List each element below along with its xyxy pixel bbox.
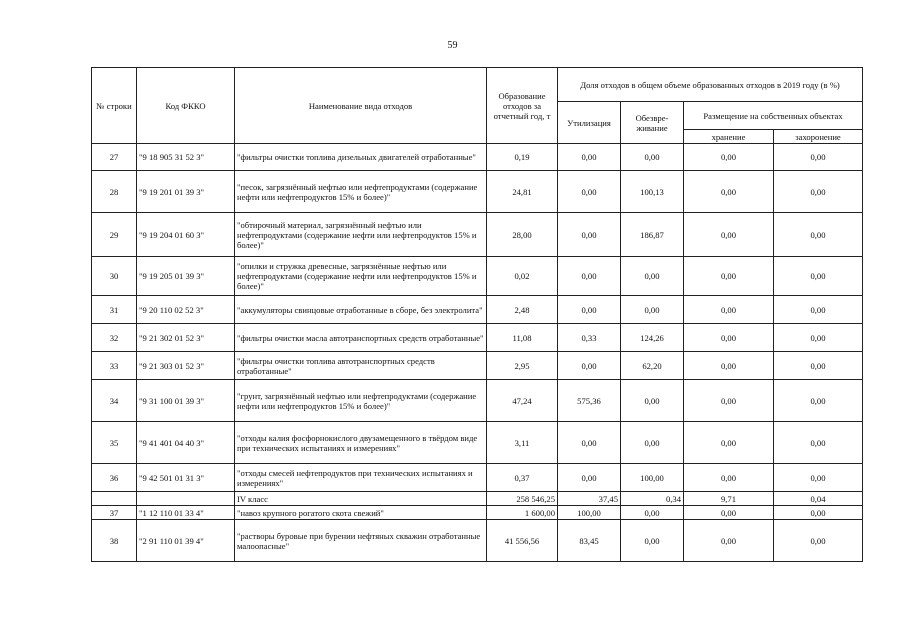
storage-value: 0,00 <box>684 464 774 492</box>
neutralization-value: 100,13 <box>621 171 684 213</box>
neutralization-value: 0,00 <box>621 257 684 296</box>
fkko-code: "2 91 110 01 39 4" <box>137 520 235 562</box>
generated-value: 0,02 <box>487 257 558 296</box>
waste-name: "опилки и стружка древесные, загрязнённые нефтью или нефтепродуктами (содержание нефти или нефтепродуктов 15% и более)" <box>235 257 487 296</box>
row-number: 33 <box>92 352 137 380</box>
burial-value: 0,00 <box>774 464 863 492</box>
waste-name: "грунт, загрязнённый нефтью или нефтепродуктами (содержание нефти или нефтепродуктов 15% и более)" <box>235 380 487 422</box>
fkko-code: "9 31 100 01 39 3" <box>137 380 235 422</box>
header-row-number: № строки <box>92 68 137 144</box>
storage-value: 0,00 <box>684 213 774 257</box>
table-row <box>92 380 863 422</box>
burial-value: 0,00 <box>774 380 863 422</box>
generated-value: 11,08 <box>487 324 558 352</box>
row-number: 27 <box>92 144 137 171</box>
burial-value: 0,00 <box>774 213 863 257</box>
generated-value: 41 556,56 <box>487 520 558 562</box>
row-number: 34 <box>92 380 137 422</box>
utilization-value: 100,00 <box>558 506 621 520</box>
row-number: 35 <box>92 422 137 464</box>
fkko-code: "9 18 905 31 52 3" <box>137 144 235 171</box>
generated-value: 2,48 <box>487 296 558 324</box>
table-row <box>92 506 863 520</box>
header-own-objects: Размещение на собственных объектах <box>684 102 863 130</box>
table-row <box>92 144 863 171</box>
row-number: 37 <box>92 506 137 520</box>
class-generated-value: 258 546,25 <box>487 492 558 506</box>
neutralization-value: 0,00 <box>621 506 684 520</box>
neutralization-value: 62,20 <box>621 352 684 380</box>
header-share-group: Доля отходов в общем объеме образованных отходов в 2019 году (в %) <box>558 68 863 102</box>
table-row <box>92 296 863 324</box>
burial-value: 0,00 <box>774 296 863 324</box>
neutralization-value: 100,00 <box>621 464 684 492</box>
storage-value: 0,00 <box>684 324 774 352</box>
table-row <box>92 171 863 213</box>
storage-value: 0,00 <box>684 352 774 380</box>
header-neutralization: Обезвре-живание <box>621 102 684 144</box>
table-header <box>92 68 863 144</box>
waste-name: "растворы буровые при бурении нефтяных скважин отработанные малоопасные" <box>235 520 487 562</box>
table-row <box>92 422 863 464</box>
row-number: 38 <box>92 520 137 562</box>
waste-name: "отходы калия фосфорнокислого двузамещенного в твёрдом виде при технических испытаниях и измерениях" <box>235 422 487 464</box>
utilization-value: 575,36 <box>558 380 621 422</box>
header-fkko-code: Код ФККО <box>137 68 235 144</box>
waste-name: "фильтры очистки топлива дизельных двигателей отработанные" <box>235 144 487 171</box>
storage-value: 0,00 <box>684 171 774 213</box>
waste-name: "песок, загрязнённый нефтью или нефтепродуктами (содержание нефти или нефтепродуктов 15% и более)" <box>235 171 487 213</box>
waste-name: "обтирочный материал, загрязнённый нефтью или нефтепродуктами (содержание нефти или нефтепродуктов 15% и более)" <box>235 213 487 257</box>
fkko-code: "9 19 201 01 39 3" <box>137 171 235 213</box>
storage-value: 0,00 <box>684 296 774 324</box>
header-generated: Образование отходов за отчетный год, т <box>487 68 558 144</box>
burial-value: 0,00 <box>774 171 863 213</box>
class-storage-value: 9,71 <box>684 492 774 506</box>
fkko-code: "9 21 303 01 52 3" <box>137 352 235 380</box>
class-neutralization-value: 0,34 <box>621 492 684 506</box>
generated-value: 2,95 <box>487 352 558 380</box>
storage-value: 0,00 <box>684 144 774 171</box>
row-number: 31 <box>92 296 137 324</box>
class-summary-row <box>92 492 863 506</box>
table-row <box>92 213 863 257</box>
waste-table <box>91 67 863 562</box>
fkko-code: "9 19 205 01 39 3" <box>137 257 235 296</box>
waste-name: "фильтры очистки топлива автотранспортных средств отработанные" <box>235 352 487 380</box>
page-number: 59 <box>447 40 458 51</box>
generated-value: 0,19 <box>487 144 558 171</box>
fkko-code: "9 19 204 01 60 3" <box>137 213 235 257</box>
burial-value: 0,00 <box>774 352 863 380</box>
burial-value: 0,00 <box>774 520 863 562</box>
generated-value: 1 600,00 <box>487 506 558 520</box>
neutralization-value: 186,87 <box>621 213 684 257</box>
table-row <box>92 352 863 380</box>
utilization-value: 0,00 <box>558 257 621 296</box>
storage-value: 0,00 <box>684 257 774 296</box>
utilization-value: 0,00 <box>558 296 621 324</box>
fkko-code: "9 41 401 04 40 3" <box>137 422 235 464</box>
class-row-number-empty <box>92 492 137 506</box>
neutralization-value: 0,00 <box>621 144 684 171</box>
utilization-value: 0,00 <box>558 213 621 257</box>
utilization-value: 0,00 <box>558 171 621 213</box>
storage-value: 0,00 <box>684 422 774 464</box>
header-waste-name: Наименование вида отходов <box>235 68 487 144</box>
class-name: IV класс <box>235 492 487 506</box>
waste-name: "фильтры очистки масла автотранспортных средств отработанные" <box>235 324 487 352</box>
storage-value: 0,00 <box>684 380 774 422</box>
utilization-value: 0,00 <box>558 422 621 464</box>
fkko-code: "9 42 501 01 31 3" <box>137 464 235 492</box>
class-utilization-value: 37,45 <box>558 492 621 506</box>
utilization-value: 0,00 <box>558 144 621 171</box>
fkko-code: "9 20 110 02 52 3" <box>137 296 235 324</box>
table-row <box>92 520 863 562</box>
waste-name: "отходы смесей нефтепродуктов при технических испытаниях и измерениях" <box>235 464 487 492</box>
neutralization-value: 0,00 <box>621 380 684 422</box>
class-burial-value: 0,04 <box>774 492 863 506</box>
burial-value: 0,00 <box>774 257 863 296</box>
generated-value: 0,37 <box>487 464 558 492</box>
waste-name: "аккумуляторы свинцовые отработанные в сборе, без электролита" <box>235 296 487 324</box>
row-number: 28 <box>92 171 137 213</box>
row-number: 32 <box>92 324 137 352</box>
table-row <box>92 324 863 352</box>
class-code-empty <box>137 492 235 506</box>
fkko-code: "9 21 302 01 52 3" <box>137 324 235 352</box>
utilization-value: 83,45 <box>558 520 621 562</box>
generated-value: 3,11 <box>487 422 558 464</box>
burial-value: 0,00 <box>774 422 863 464</box>
header-burial: захоронение <box>774 130 863 144</box>
fkko-code: "1 12 110 01 33 4" <box>137 506 235 520</box>
storage-value: 0,00 <box>684 506 774 520</box>
utilization-value: 0,00 <box>558 464 621 492</box>
row-number: 30 <box>92 257 137 296</box>
table-row <box>92 257 863 296</box>
neutralization-value: 124,26 <box>621 324 684 352</box>
neutralization-value: 0,00 <box>621 422 684 464</box>
table-body <box>92 144 863 562</box>
generated-value: 24,81 <box>487 171 558 213</box>
neutralization-value: 0,00 <box>621 296 684 324</box>
burial-value: 0,00 <box>774 324 863 352</box>
neutralization-value: 0,00 <box>621 520 684 562</box>
row-number: 29 <box>92 213 137 257</box>
generated-value: 28,00 <box>487 213 558 257</box>
table-row <box>92 464 863 492</box>
utilization-value: 0,33 <box>558 324 621 352</box>
waste-name: "навоз крупного рогатого скота свежий" <box>235 506 487 520</box>
header-utilization: Утилизация <box>558 102 621 144</box>
utilization-value: 0,00 <box>558 352 621 380</box>
row-number: 36 <box>92 464 137 492</box>
storage-value: 0,00 <box>684 520 774 562</box>
generated-value: 47,24 <box>487 380 558 422</box>
burial-value: 0,00 <box>774 506 863 520</box>
header-storage: хранение <box>684 130 774 144</box>
burial-value: 0,00 <box>774 144 863 171</box>
